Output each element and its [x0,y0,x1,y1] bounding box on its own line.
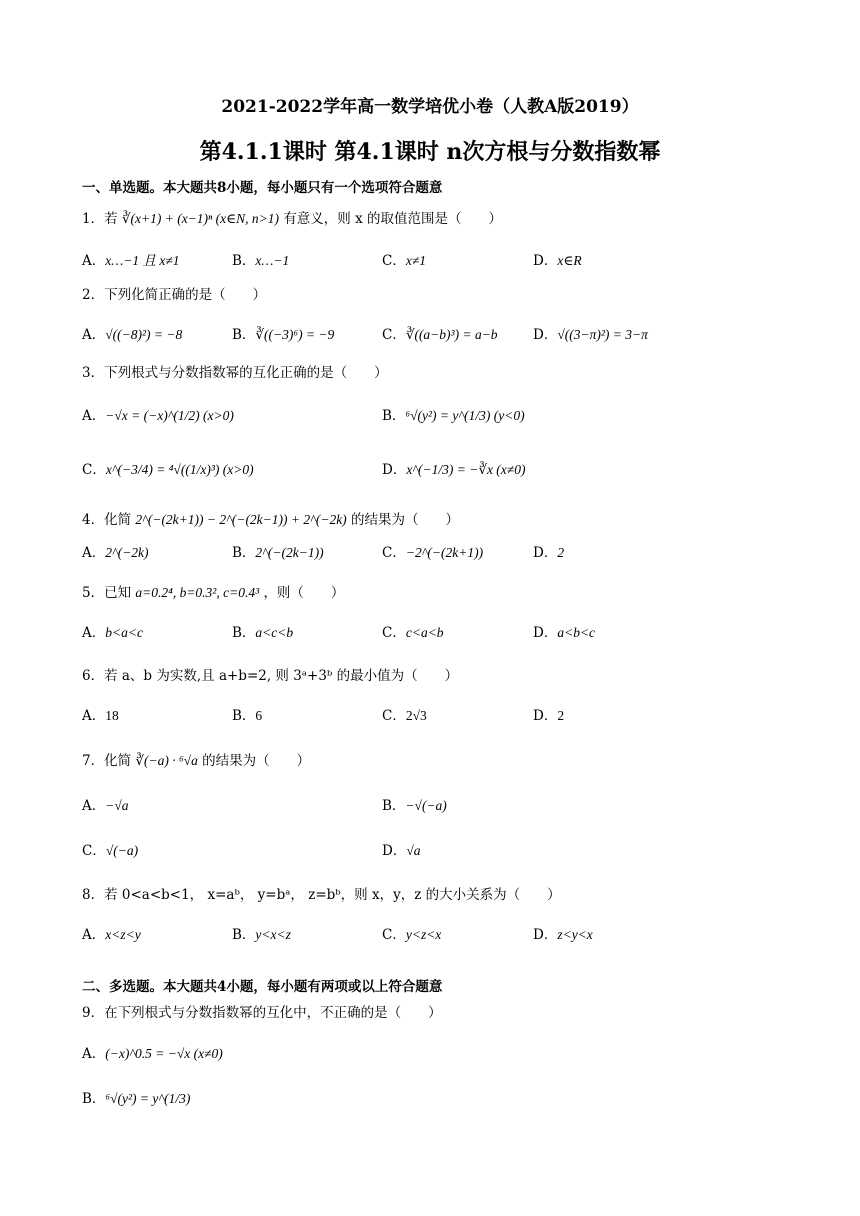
q8-option-b-value: y<x<z [255,927,291,942]
q3-option-c: C．x^(−3/4) = ⁴√((1/x)³) (x>0) [82,462,254,478]
q8-option-d-value: z<y<x [557,927,593,942]
q8-option-d: D．z<y<x [533,927,593,943]
lesson-title: 第4.1.1课时 第4.1课时 n次方根与分数指数幂 [199,139,661,165]
q1-option-b: B．x…−1 [232,253,290,269]
q3-option-b: B．⁶√(y²) = y^(1/3) (y<0) [382,408,525,424]
q3-option-d: D．x^(−1/3) = −∛x (x≠0) [382,462,526,478]
question-7-expression: ∛(−a) · ⁶√a [135,753,198,768]
question-5 [82,581,344,601]
q5-option-d-value: a<b<c [557,625,596,640]
q6-option-d-value: 2 [557,708,565,723]
q1-option-a: A．x…−1 且 x≠1 [82,253,180,269]
q2-option-d: D．√((3−π)²) = 3−π [533,327,648,343]
q6-option-a: A．18 [82,708,119,724]
question-1-suffix: 有意义，则 x 的取值范围是（ ） [283,211,503,227]
q7-option-c: C．√(−a) [82,843,139,859]
q4-option-d: D．2 [533,545,565,561]
question-1-prefix: 1．若 [82,211,118,227]
worksheet-title: 2021-2022学年高一数学培优小卷（人教A版2019） [221,97,639,117]
q5-option-a: A．b<a<c [82,625,143,641]
section-single-choice: 一、单选题。本大题共8小题，每小题只有一个选项符合题意 [82,180,443,196]
q7-option-a-value: −√a [105,798,129,813]
q9-option-a-value: (−x)^0.5 = −√x (x≠0) [105,1046,223,1061]
question-8: 8．若 0<a<b<1， x=aᵇ， y=bᵃ， z=bᵇ，则 x，y，z 的大小关系为（ ） [82,887,561,903]
q1-option-d: D．x∈R [533,253,582,269]
q2-option-a: A．√((−8)²) = −8 [82,327,183,343]
q5-option-c: C．c<a<b [382,625,444,641]
q3-option-a-value: −√x = (−x)^(1/2) (x>0) [105,408,234,423]
q9-option-b: B．⁶√(y²) = y^(1/3) [82,1091,191,1107]
q6-option-a-value: 18 [105,708,119,723]
question-5-expression: a=0.2⁴, b=0.3², c=0.4³ [135,585,260,600]
q6-option-c: C．2√3 [382,708,427,724]
question-5-prefix: 5．已知 [82,585,132,601]
question-7 [82,749,310,769]
q1-option-a-value: x…−1 且 x≠1 [105,253,180,268]
question-5-suffix: ，则（ ） [263,585,345,601]
question-9: 9．在下列根式与分数指数幂的互化中，不正确的是（ ） [82,1005,442,1021]
q7-option-c-value: √(−a) [105,843,139,858]
q6-option-d: D．2 [533,708,565,724]
question-1 [82,207,502,227]
q1-option-c: C．x≠1 [382,253,426,269]
q5-option-b-value: a<c<b [255,625,294,640]
question-1-expression: ∛(x+1) + (x−1)ⁿ (x∈N, n>1) [121,211,280,226]
q5-option-d: D．a<b<c [533,625,596,641]
q7-option-b: B．−√(−a) [382,798,447,814]
q1-option-b-value: x…−1 [255,253,290,268]
q8-option-b: B．y<x<z [232,927,291,943]
q4-option-a-value: 2^(−2k) [105,545,149,560]
q4-option-b-value: 2^(−(2k−1)) [255,545,324,560]
q9-option-b-value: ⁶√(y²) = y^(1/3) [105,1091,191,1106]
q4-option-d-value: 2 [557,545,565,560]
question-4 [82,508,459,528]
q4-option-a: A．2^(−2k) [82,545,149,561]
q5-option-c-value: c<a<b [405,625,444,640]
q2-option-c-value: ∛((a−b)³) = a−b [405,327,498,342]
q6-option-c-value: 2√3 [405,708,427,723]
q9-option-a: A．(−x)^0.5 = −√x (x≠0) [82,1046,223,1062]
q6-option-b-value: 6 [255,708,263,723]
question-7-prefix: 7．化简 [82,753,132,769]
question-4-suffix: 的结果为（ ） [350,512,459,528]
q8-option-c-value: y<z<x [405,927,442,942]
q2-option-d-value: √((3−π)²) = 3−π [557,327,648,342]
q8-option-c: C．y<z<x [382,927,442,943]
q7-option-a: A．−√a [82,798,129,814]
q7-option-d: D．√a [382,843,421,859]
q3-option-d-value: x^(−1/3) = −∛x (x≠0) [406,462,526,477]
q1-option-d-value: x∈R [557,253,582,268]
question-2: 2．下列化简正确的是（ ） [82,287,267,303]
question-7-suffix: 的结果为（ ） [202,753,311,769]
q1-option-c-value: x≠1 [405,253,426,268]
q4-option-b: B．2^(−(2k−1)) [232,545,324,561]
q5-option-a-value: b<a<c [105,625,143,640]
q2-option-b-value: ∛((−3)⁶) = −9 [255,327,335,342]
q8-option-a: A．x<z<y [82,927,141,943]
q4-option-c-value: −2^(−(2k+1)) [405,545,484,560]
q2-option-b: B．∛((−3)⁶) = −9 [232,327,335,343]
q2-option-c: C．∛((a−b)³) = a−b [382,327,498,343]
q3-option-c-value: x^(−3/4) = ⁴√((1/x)³) (x>0) [105,462,254,477]
question-6: 6．若 a、b 为实数,且 a+b=2, 则 3ᵃ+3ᵇ 的最小值为（ ） [82,668,459,684]
q7-option-b-value: −√(−a) [405,798,447,813]
q7-option-d-value: √a [406,843,421,858]
question-4-prefix: 4．化简 [82,512,132,528]
q3-option-a: A．−√x = (−x)^(1/2) (x>0) [82,408,234,424]
q4-option-c: C．−2^(−(2k+1)) [382,545,484,561]
q5-option-b: B．a<c<b [232,625,294,641]
section-multiple-choice: 二、多选题。本大题共4小题，每小题有两项或以上符合题意 [82,979,443,995]
q6-option-b: B．6 [232,708,263,724]
question-4-expression: 2^(−(2k+1)) − 2^(−(2k−1)) + 2^(−2k) [135,512,347,527]
q8-option-a-value: x<z<y [105,927,141,942]
q3-option-b-value: ⁶√(y²) = y^(1/3) (y<0) [405,408,525,423]
question-3: 3．下列根式与分数指数幂的互化正确的是（ ） [82,365,388,381]
q2-option-a-value: √((−8)²) = −8 [105,327,183,342]
